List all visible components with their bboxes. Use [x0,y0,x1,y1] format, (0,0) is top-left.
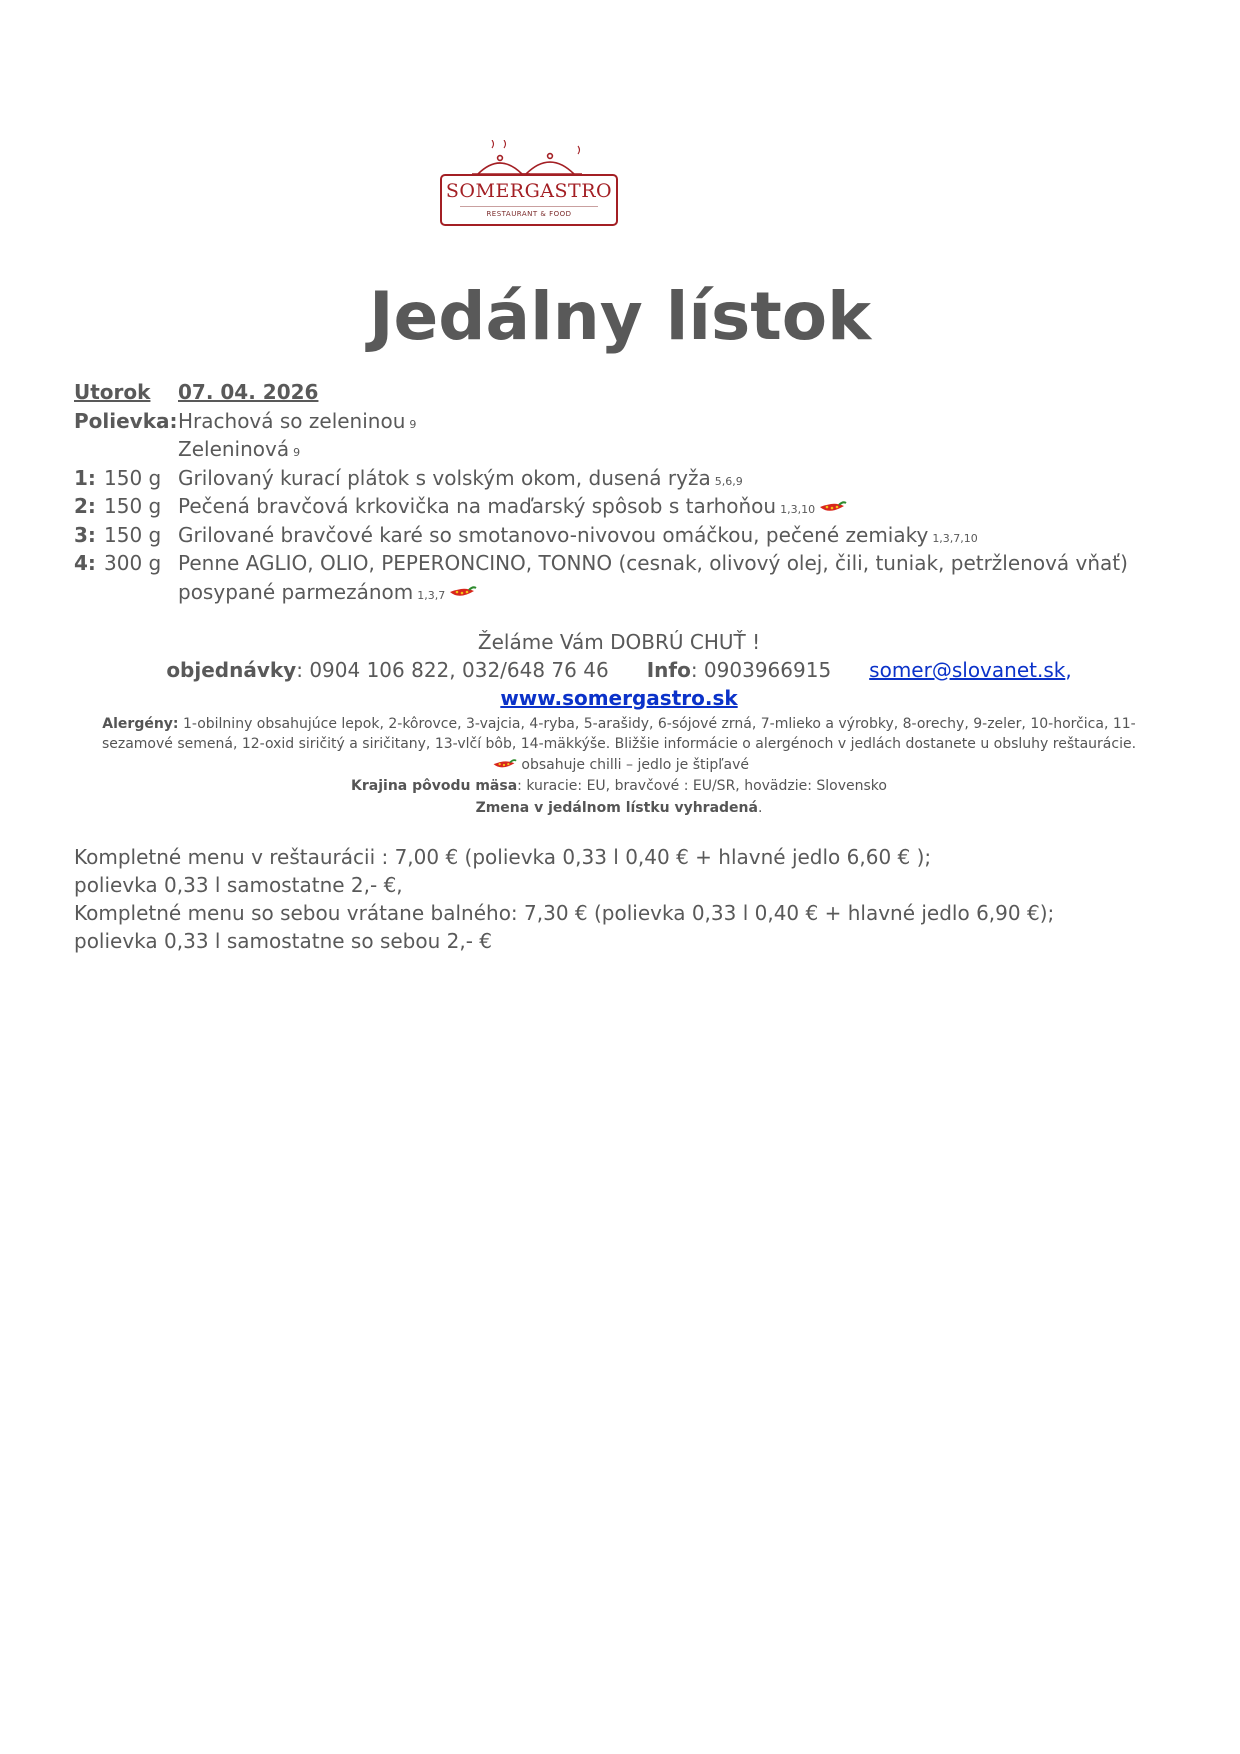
soup-row [74,435,1184,464]
allergen-codes: 9 [293,446,301,459]
change-notice [74,800,1164,816]
meal-name: Penne AGLIO, OLIO, PEPERONCINO, TONNO (cesnak, olivový olej, čili, tuniak, petržlenová vňať) [178,551,1128,575]
orders-phone: : 0904 106 822, 032/648 76 46 [296,658,609,682]
chili-icon [447,585,477,601]
contact-line [74,658,1164,682]
price-line: polievka 0,33 l samostatne so sebou 2,- € [74,929,493,953]
date-row [74,378,1184,407]
soup-item: Hrachová so zeleninou 9 [178,408,417,433]
meal-number: 3: [74,522,96,547]
allergen-codes: 1,3,7,10 [932,531,978,545]
logo-wordmark: SOMERGASTRO [445,180,613,202]
meal-number: 1: [74,465,96,490]
allergen-label: Alergény: [102,716,179,732]
meal-row [74,492,1184,521]
greeting: Želáme Vám DOBRÚ CHUŤ ! [477,630,761,654]
meal-name: Grilované bravčové karé so smotanovo-nivovou omáčkou, pečené zemiaky 1,3,7,10 [178,522,978,547]
logo-tagline: RESTAURANT & FOOD [486,210,572,218]
origin-value: : kuracie: EU, bravčové : EU/SR, hovädzie: Slovensko [517,778,887,794]
daily-menu [74,378,1184,606]
meal-row [74,549,1184,578]
change-notice-text: Zmena v jedálnom lístku vyhradená [475,800,758,816]
price-line: polievka 0,33 l samostatne 2,- €, [74,873,403,897]
date-value: 07. 04. 2026 [178,380,319,404]
chili-icon [817,500,847,516]
allergen-legend [74,714,1164,754]
allergen-line: sezamové semená, 12-oxid siričitý a siričitany, 13-vlčí bôb, 14-mäkkýše. Bližšie informácie o alergénoch v jedlách dostanete u obsluhy reštaurácie. [101,736,1137,752]
allergen-codes: 5,6,9 [714,474,743,488]
email-link[interactable]: somer@slovanet.sk [869,658,1066,682]
meal-weight: 150 g [104,522,162,547]
price-info [74,843,1174,955]
info-label: Info [646,658,691,682]
chili-legend-text: obsahuje chilli – jedlo je štipľavé [521,757,750,773]
website-line [74,686,1164,710]
meal-number: 2: [74,494,96,518]
email-comma: , [1065,658,1072,682]
soup-row [74,407,1184,436]
page-title: Jedálny lístok [368,278,872,355]
price-line: Kompletné menu v reštaurácii : 7,00 € (polievka 0,33 l 0,40 € + hlavné jedlo 6,60 € ); [74,845,932,869]
info-phone: : 0903966915 [690,658,832,682]
meal-weight: 150 g [104,465,162,490]
chili-icon [491,758,517,772]
meal-weight: 150 g [104,494,162,518]
allergen-codes: 1,3,7 [417,588,446,602]
restaurant-logo [440,140,620,230]
change-notice-period: . [757,800,763,816]
meal-number: 4: [74,551,96,575]
soup-label: Polievka: [74,408,178,433]
soup-item: Zeleninová 9 [178,437,301,461]
allergen-line: 1-obilniny obsahujúce lepok, 2-kôrovce, 3-vajcia, 4-ryba, 5-arašidy, 6-sójové zrná, 7-mlieko a výrobky, 8-orechy, 9-zeler, 10-horčica, 11- [178,716,1136,732]
day-label: Utorok [74,380,151,404]
orders-label: objednávky [166,658,297,682]
cloche-icon [470,140,590,178]
logo-frame [440,174,618,226]
logo-divider [460,206,598,207]
meal-name: Grilovaný kurací plátok s volským okom, dusená ryža 5,6,9 [178,465,743,490]
allergen-codes: 1,3,10 [780,503,816,516]
meal-row [74,464,1184,493]
price-line: Kompletné menu so sebou vrátane balného: 7,30 € (polievka 0,33 l 0,40 € + hlavné jedlo 6,90 €); [74,901,1055,925]
origin-label: Krajina pôvodu mäsa [351,778,518,794]
meal-row-continued [74,578,1184,607]
allergen-codes: 9 [409,417,417,431]
chili-legend [74,757,1164,773]
meal-name-continued: posypané parmezánom 1,3,7 [178,578,477,611]
meat-origin [74,778,1164,794]
meal-name: Pečená bravčová krkovička na maďarský spôsob s tarhoňou 1,3,10 [178,492,847,525]
meal-weight: 300 g [104,551,162,575]
meal-row [74,521,1184,550]
website-link[interactable]: www.somergastro.sk [500,686,738,710]
